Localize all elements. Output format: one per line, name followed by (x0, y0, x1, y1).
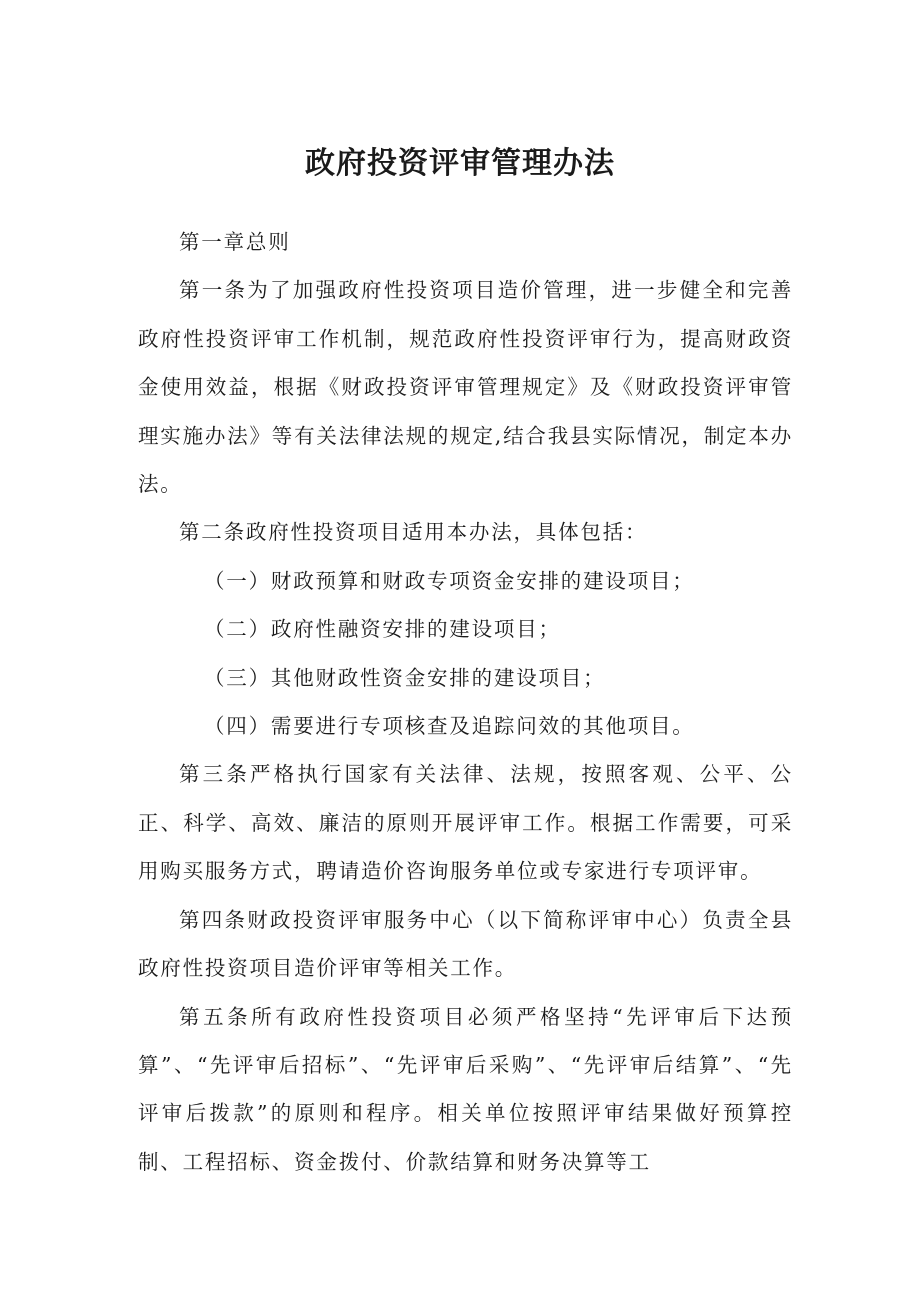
article-5: 第五条所有政府性投资项目必须严格坚持“先评审后下达预算”、“先评审后招标”、“先评审后采购”、“先评审后结算”、“先评审后拨款”的原则和程序。相关单位按照评审结果做好预算控制、工程招标、资金拨付、价款结算和财务决算等工 (138, 1004, 793, 1174)
article-1: 第一条为了加强政府性投资项目造价管理，进一步健全和完善政府性投资评审工作机制，规范政府性投资评审行为，提高财政资金使用效益，根据《财政投资评审管理规定》及《财政投资评审管理实施办法》等有关法律法规的规定,结合我县实际情况，制定本办法。 (138, 278, 794, 497)
document-body (138, 218, 793, 1186)
list-item-1: （一）财政预算和财政专项资金安排的建设项目； (204, 568, 695, 593)
article-4: 第四条财政投资评审服务中心（以下简称评审中心）负责全县政府性投资项目造价评审等相关工作。 (138, 907, 793, 981)
list-item-2: （二）政府性融资安排的建设项目； (204, 617, 561, 642)
article-3: 第三条严格执行国家有关法律、法规，按照客观、公平、公正、科学、高效、廉洁的原则开展评审工作。根据工作需要，可采用购买服务方式，聘请造价咨询服务单位或专家进行专项评审。 (138, 762, 793, 884)
article-2: 第二条政府性投资项目适用本办法，具体包括： (179, 520, 648, 545)
list-item-3: （三）其他财政性资金安排的建设项目； (204, 665, 606, 690)
document-title: 政府投资评审管理办法 (305, 146, 615, 181)
chapter-heading: 第一章总则 (179, 230, 291, 254)
list-item-4: （四）需要进行专项核查及追踪问效的其他项目。 (204, 714, 695, 739)
